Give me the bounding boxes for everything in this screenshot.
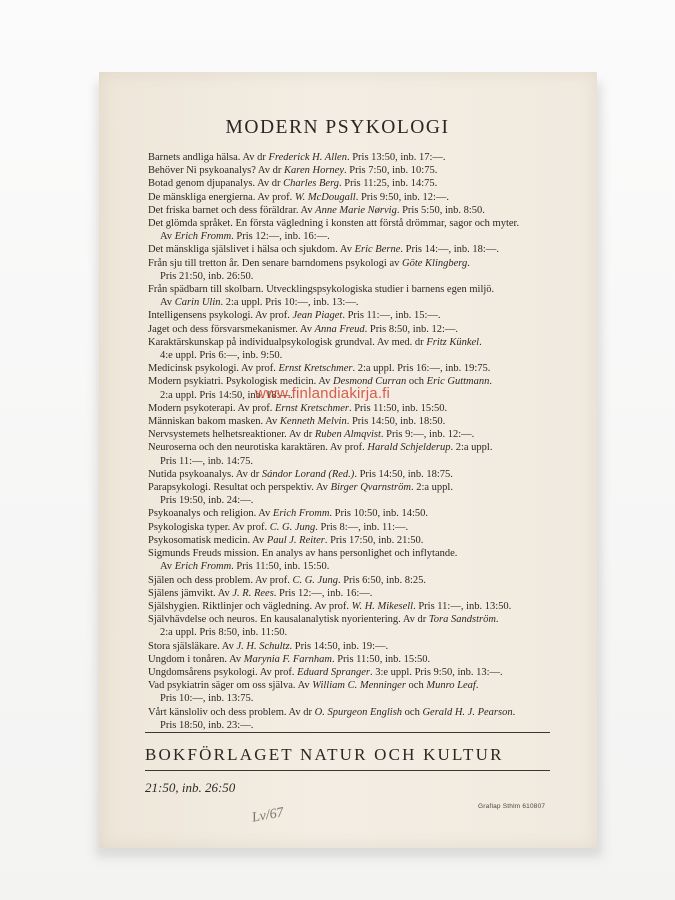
- list-item: [148, 415, 558, 428]
- book-title: Psykologiska typer. Av prof.: [148, 521, 270, 533]
- book-author: Eric Berne: [354, 244, 401, 256]
- book-author: Eduard Spranger: [297, 666, 370, 678]
- book-title: Stora själsläkare. Av: [148, 640, 237, 652]
- book-continuation: [148, 692, 558, 705]
- book-title: Intelligensens psykologi. Av prof.: [148, 310, 293, 322]
- book-price: . Pris 11:50, inb. 15:50.: [331, 653, 431, 665]
- book-author: Marynia F. Farnham: [243, 653, 332, 665]
- book-title: Självhävdelse och neuros. En kausalanalytisk nyorientering. Av dr: [148, 614, 429, 626]
- book-price: . Pris 11:50, inb. 15:50.: [231, 561, 330, 573]
- list-item: [148, 679, 558, 705]
- list-item: [148, 309, 558, 322]
- pencil-note: Lv/67: [250, 805, 285, 826]
- book-price: . Pris 6:50, inb. 8:25.: [337, 574, 427, 586]
- list-item: [148, 706, 558, 732]
- book-text: Pris 19:50, inb. 24:—.: [160, 495, 254, 507]
- list-item: [148, 428, 558, 441]
- book-price: . Pris 14:50, inb. 18:75.: [354, 468, 453, 480]
- book-price: .: [489, 376, 492, 388]
- book-title: Det mänskliga själslivet i hälsa och sjukdom. Av: [148, 244, 355, 256]
- book-author: Frederick H. Allen: [268, 152, 347, 163]
- list-item: [148, 204, 558, 217]
- list-item: [148, 507, 558, 520]
- book-text: Pris 11:—, inb. 14:75.: [160, 455, 253, 467]
- book-price: .: [479, 336, 482, 348]
- list-item: [148, 283, 558, 309]
- divider-top: [145, 732, 550, 733]
- book-price: .: [475, 680, 479, 692]
- book-text: Pris 10:—, inb. 13:75.: [160, 693, 254, 705]
- watermark: www.finlandiakirja.fi: [255, 385, 391, 402]
- book-title: Jaget och dess försvarsmekanismer. Av: [148, 323, 315, 335]
- book-price: .: [512, 706, 516, 718]
- book-author: Anna Freud: [314, 323, 365, 335]
- book-author: W. McDougall: [294, 191, 356, 203]
- book-author: Fritz Künkel: [426, 336, 480, 348]
- book-title: Från sju till tretton år. Den senare barndomens psykologi av: [148, 257, 402, 269]
- book-price: . Pris 8:50, inb. 12:—.: [364, 323, 459, 335]
- book-title: Själens jämvikt. Av: [148, 587, 233, 599]
- list-item: [148, 640, 558, 653]
- book-author: Desmond Curran: [333, 376, 407, 388]
- book-title: Nervsystemets helhetsreaktioner. Av dr: [148, 429, 315, 441]
- book-title: Botad genom djupanalys. Av dr: [148, 178, 284, 190]
- book-text: 2:a uppl. Pris 14:50, inb. 18:—.: [160, 389, 293, 401]
- book-title: Neuroserna och den neurotiska karaktären. Av prof.: [148, 442, 368, 454]
- book-author: C. G. Jung: [292, 574, 338, 586]
- book-continuation: [148, 719, 558, 732]
- book-author: Carin Ulin: [174, 297, 221, 309]
- book-price: . Pris 10:50, inb. 14:50.: [329, 508, 428, 520]
- list-item: [148, 191, 558, 204]
- book-title: Nutida psykoanalys. Av dr: [148, 468, 262, 480]
- book-price: . Pris 11:50, inb. 15:50.: [348, 402, 448, 414]
- book-text: 2:a uppl. Pris 8:50, inb. 11:50.: [160, 627, 288, 639]
- book-author: Erich Fromm: [174, 561, 232, 573]
- book-price: . Pris 9:—, inb. 12:—.: [380, 429, 475, 441]
- book-text: Av: [160, 297, 175, 309]
- book-author: Ernst Kretschmer: [274, 402, 349, 414]
- book-title: Medicinsk psykologi. Av prof.: [148, 363, 279, 375]
- book-title: Modern psykiatri. Psykologisk medicin. Av: [148, 376, 334, 388]
- book-title: Sigmunds Freuds mission. En analys av hans personlighet och inflytande.: [148, 548, 458, 560]
- book-continuation: [148, 349, 558, 362]
- book-author: Ernst Kretschmer: [278, 363, 353, 375]
- list-item: [148, 481, 558, 507]
- book-title: Parapsykologi. Resultat och perspektiv. Av: [148, 482, 331, 494]
- book-continuation: [148, 626, 558, 639]
- book-price: . Pris 9:50, inb. 12:—.: [355, 191, 450, 203]
- book-title: Själen och dess problem. Av prof.: [148, 574, 293, 586]
- book-title: Människan bakom masken. Av: [148, 416, 280, 428]
- list-item: [148, 534, 558, 547]
- book-price: . Pris 14:—, inb. 18:—.: [400, 244, 499, 256]
- book-title: Psykosomatisk medicin. Av: [148, 534, 267, 546]
- book-price: . Pris 13:50, inb. 17:—.: [346, 152, 446, 163]
- list-item: [148, 666, 558, 679]
- book-price: . Pris 11:—, inb. 15:—.: [342, 310, 441, 322]
- list-item: [148, 587, 558, 600]
- book-author: Munro Leaf: [426, 680, 476, 692]
- divider-bottom: [145, 770, 550, 771]
- list-item: [148, 177, 558, 190]
- book-title: Psykoanalys och religion. Av: [148, 508, 273, 520]
- list-item: [148, 613, 558, 639]
- book-price: . 2:a uppl. Pris 10:—, inb. 13:—.: [220, 297, 359, 309]
- list-item: [148, 243, 558, 256]
- book-price: .: [467, 257, 470, 269]
- list-item: [148, 402, 558, 415]
- book-price: . Pris 11:—, inb. 13:50.: [413, 600, 512, 612]
- list-item: [148, 574, 558, 587]
- book-price: och: [405, 680, 424, 692]
- printer-note: Graflap Sthlm 610807: [478, 803, 546, 810]
- book-text: Av: [160, 231, 175, 243]
- book-price: . Pris 14:50, inb. 19:—.: [289, 640, 389, 652]
- list-item: [148, 521, 558, 534]
- book-price: och: [406, 376, 425, 388]
- list-item: [148, 600, 558, 613]
- book-continuation: [148, 230, 558, 243]
- book-author: William C. Menninger: [312, 680, 406, 692]
- book-price: . Pris 5:50, inb. 8:50.: [396, 204, 485, 216]
- book-author: Karen Horney: [284, 165, 344, 177]
- book-title: Karaktärskunskap på individualpsykologisk grundval. Av med. dr: [148, 336, 427, 348]
- list-item: [148, 151, 558, 164]
- list-item: [148, 441, 558, 467]
- list-item: [148, 323, 558, 336]
- book-text: Pris 18:50, inb. 23:—.: [160, 719, 254, 731]
- book-price: .: [495, 614, 499, 626]
- book-title: De mänskliga energierna. Av prof.: [148, 191, 295, 203]
- book-author: J. H. Schultz: [236, 640, 290, 652]
- book-price: . 2:a uppl.: [410, 482, 453, 494]
- book-title: Barnets andliga hälsa. Av dr: [148, 152, 269, 163]
- book-continuation: [148, 270, 558, 283]
- book-price: och: [402, 706, 420, 718]
- book-price: . Pris 12:—, inb. 16:—.: [273, 587, 373, 599]
- book-text: Pris 21:50, inb. 26:50.: [160, 270, 254, 282]
- book-title: Från spädbarn till skolbarn. Utvecklingspsykologiska studier i barnens egen miljö.: [148, 284, 495, 296]
- list-item: [148, 468, 558, 481]
- book-author: Paul J. Reiter: [266, 534, 325, 546]
- book-title: Själshygien. Riktlinjer och vägledning. Av prof.: [148, 600, 352, 612]
- book-author: Göte Klingberg: [402, 257, 468, 269]
- book-author: C. G. Jung: [269, 521, 316, 533]
- book-author: Birger Qvarnström: [330, 482, 411, 494]
- book-price: . Pris 17:50, inb. 21:50.: [324, 534, 424, 546]
- list-item: [148, 362, 558, 375]
- book-author: Anne Marie Nørvig: [315, 204, 397, 216]
- book-continuation: [148, 296, 558, 309]
- list-item: [148, 547, 558, 573]
- book-continuation: [148, 455, 558, 468]
- book-price: . 2:a uppl. Pris 16:—, inb. 19:75.: [352, 363, 491, 375]
- book-title: Ungdomsårens psykologi. Av prof.: [148, 666, 298, 678]
- book-price: . Pris 12:—, inb. 16:—.: [231, 231, 330, 243]
- book-author: Sándor Lorand (Red.): [261, 468, 355, 480]
- book-author: Eric Guttmann: [426, 376, 490, 388]
- book-text: 4:e uppl. Pris 6:—, inb. 9:50.: [160, 350, 283, 362]
- book-text: Av: [160, 561, 175, 573]
- list-item: [148, 653, 558, 666]
- list-item: [148, 257, 558, 283]
- book-continuation: [148, 560, 558, 573]
- book-continuation: [148, 494, 558, 507]
- book-author: J. R. Rees: [232, 587, 274, 599]
- book-title: Behöver Ni psykoanalys? Av dr: [148, 165, 284, 177]
- book-title: Det glömda språket. En första vägledning i konsten att förstå drömmar, sagor och myter.: [148, 218, 520, 230]
- book-author: Jean Piaget: [292, 310, 343, 322]
- book-price: . Pris 11:25, inb. 14:75.: [339, 178, 438, 190]
- book-author: Tora Sandström: [428, 614, 496, 626]
- book-author: O. Spurgeon English: [314, 706, 403, 718]
- publisher-name: BOKFÖRLAGET NATUR OCH KULTUR: [145, 745, 504, 764]
- book-title: Det friska barnet och dess föräldrar. Av: [148, 204, 316, 216]
- book-price: . 3:e uppl. Pris 9:50, inb. 13:—.: [369, 666, 503, 678]
- list-item: [148, 217, 558, 243]
- list-item: [148, 336, 558, 362]
- book-author: W. H. Mikesell: [351, 600, 414, 612]
- book-author: Gerald H. J. Pearson: [422, 706, 513, 718]
- book-title: Vad psykiatrin säger om oss själva. Av: [148, 680, 313, 692]
- book-price: . 2:a uppl.: [450, 442, 493, 454]
- book-list: [148, 151, 558, 732]
- book-author: Charles Berg: [283, 178, 340, 190]
- book-price: . Pris 14:50, inb. 18:50.: [346, 416, 446, 428]
- book-price: . Pris 8:—, inb. 11:—.: [315, 521, 409, 533]
- book-title: Ungdom i tonåren. Av: [148, 653, 244, 665]
- book-author: Ruben Almqvist: [314, 429, 381, 441]
- series-heading: MODERN PSYKOLOGI: [225, 117, 450, 138]
- book-title: Vårt känsloliv och dess problem. Av dr: [148, 706, 315, 718]
- book-title: Modern psykoterapi. Av prof.: [148, 402, 275, 414]
- book-author: Harald Schjelderup: [367, 442, 451, 454]
- book-price: . Pris 7:50, inb. 10:75.: [343, 165, 438, 177]
- book-author: Erich Fromm: [174, 231, 232, 243]
- list-item: [148, 164, 558, 177]
- cover-price: 21:50, inb. 26:50: [145, 780, 236, 795]
- book-author: Kenneth Melvin: [279, 416, 347, 428]
- book-author: Erich Fromm: [272, 508, 330, 520]
